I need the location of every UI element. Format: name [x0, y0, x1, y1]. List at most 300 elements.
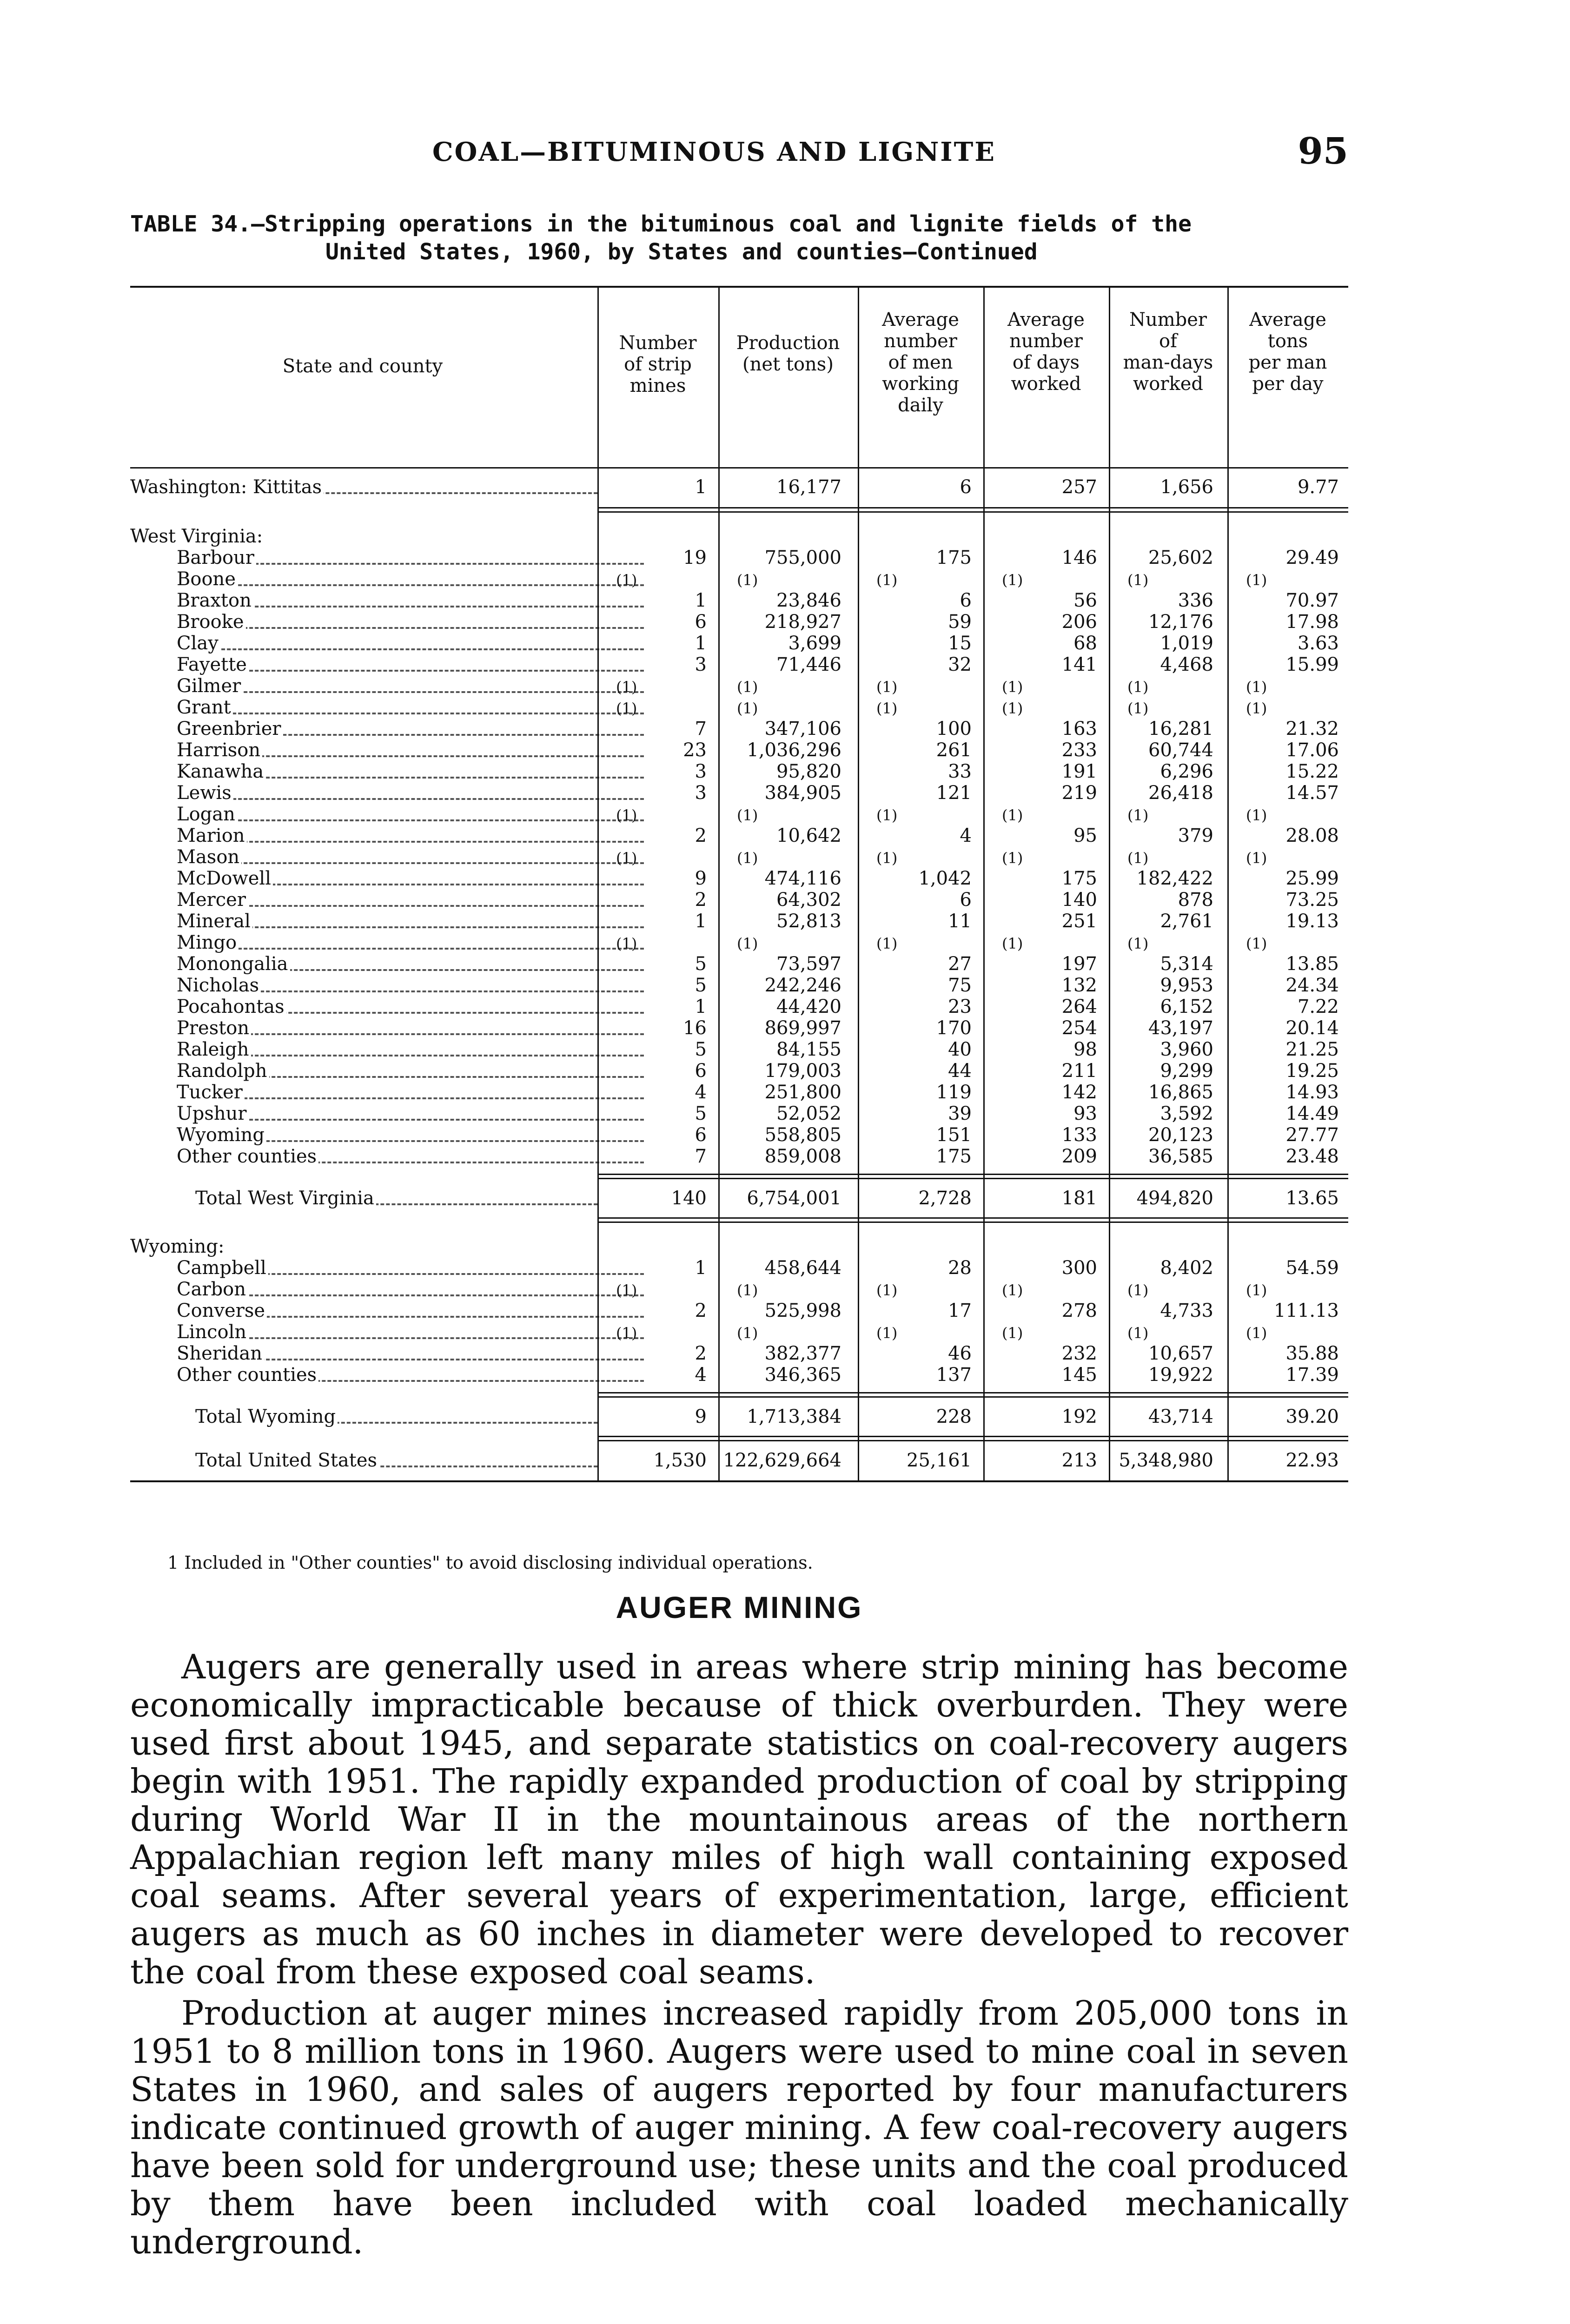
double-rule-b	[597, 511, 1348, 513]
cell-men: (1)	[876, 806, 898, 824]
header-line: tons	[1267, 330, 1308, 352]
total-row	[130, 1406, 1348, 1427]
cell-tons-per-man: 54.59	[1285, 1257, 1339, 1279]
cell-strip-mines: 2	[695, 1343, 707, 1364]
header-line: Average	[1249, 309, 1326, 330]
cell-man-days: 6,152	[1160, 996, 1213, 1017]
column-divider	[597, 288, 599, 1480]
cell-man-days: 16,281	[1148, 718, 1213, 739]
cell-production: 71,446	[776, 654, 841, 675]
row-label: Tucker	[177, 1082, 245, 1103]
double-rule-a	[597, 1217, 1348, 1219]
cell-tons-per-man: 20.14	[1285, 1017, 1339, 1039]
cell-days: 191	[1061, 761, 1097, 782]
cell-production: 122,629,664	[723, 1450, 841, 1471]
header-line: number	[1009, 330, 1083, 352]
header-line: mines	[629, 375, 686, 396]
cell-strip-mines: 1	[695, 996, 707, 1017]
cell-strip-mines: 1	[695, 476, 707, 498]
row-label: Harrison	[177, 739, 262, 761]
cell-production: 44,420	[776, 996, 841, 1017]
row-label: Braxton	[177, 590, 253, 611]
cell-tons-per-man: 13.85	[1285, 953, 1339, 975]
cell-men: 44	[948, 1060, 972, 1082]
cell-days: 211	[1061, 1060, 1097, 1082]
header-line: (net tons)	[742, 354, 834, 375]
cell-strip-mines: 7	[695, 718, 707, 739]
header-men	[858, 309, 983, 416]
cell-days: 251	[1061, 911, 1097, 932]
cell-man-days: 1,656	[1160, 476, 1213, 498]
cell-production: (1)	[737, 849, 758, 867]
column-divider	[1109, 288, 1110, 1480]
cell-tons-per-man: (1)	[1246, 700, 1267, 717]
cell-strip-mines: (1)	[616, 935, 637, 952]
cell-strip-mines: (1)	[616, 1281, 637, 1299]
cell-strip-mines: 3	[695, 761, 707, 782]
leader-dots	[177, 648, 644, 650]
row-label: Randolph	[177, 1060, 269, 1082]
cell-days: 132	[1061, 975, 1097, 996]
cell-days: 206	[1061, 611, 1097, 633]
cell-days: 264	[1061, 996, 1097, 1017]
running-head	[130, 130, 1348, 172]
cell-production: 84,155	[776, 1039, 841, 1060]
cell-men: 100	[936, 718, 972, 739]
cell-strip-mines: 2	[695, 825, 707, 846]
cell-men: (1)	[876, 1324, 898, 1342]
cell-production: 242,246	[764, 975, 841, 996]
cell-strip-mines: 1	[695, 633, 707, 654]
cell-days: 146	[1061, 547, 1097, 568]
cell-days: (1)	[1002, 571, 1023, 589]
header-line: of men	[888, 352, 953, 373]
header-state-county: State and county	[282, 356, 443, 377]
double-rule-a	[597, 507, 1348, 508]
paragraph-text: Production at auger mines increased rapidly from 205,000 tons in 1951 to 8 million tons in 1960. Augers were used to mine coal in seven States in 1960, and sales of augers reported by four manufacturers indicate continued growth of auger mining. A few coal-recovery augers have been sold for underground use; these units and the coal produced by them have been included with coal loaded mechanically underground.	[130, 1994, 1348, 2261]
header-line: Average	[882, 309, 959, 330]
cell-production: 16,177	[776, 476, 841, 498]
cell-men: 27	[948, 953, 972, 975]
cell-tons-per-man: 22.93	[1285, 1450, 1339, 1471]
cell-production: (1)	[737, 700, 758, 717]
table-row	[130, 675, 1348, 697]
cell-man-days: (1)	[1127, 678, 1149, 696]
leader-dots	[177, 948, 644, 950]
cell-man-days: 182,422	[1136, 868, 1213, 889]
cell-men: (1)	[876, 700, 898, 717]
cell-tons-per-man: 35.88	[1285, 1343, 1339, 1364]
cell-men: 2,728	[918, 1188, 972, 1209]
cell-man-days: 60,744	[1148, 739, 1213, 761]
cell-days: 232	[1061, 1343, 1097, 1364]
cell-tons-per-man: (1)	[1246, 935, 1267, 952]
table-row	[130, 804, 1348, 825]
cell-production: 869,997	[764, 1017, 841, 1039]
table-row	[130, 1257, 1348, 1279]
row-label: Nicholas	[177, 975, 261, 996]
row-label: Marion	[177, 825, 247, 846]
cell-strip-mines: (1)	[616, 678, 637, 696]
cell-strip-mines: 6	[695, 1124, 707, 1146]
row-label: Kanawha	[177, 761, 265, 782]
cell-men: 59	[948, 611, 972, 633]
cell-men: 40	[948, 1039, 972, 1060]
cell-days: (1)	[1002, 806, 1023, 824]
cell-production: 52,052	[776, 1103, 841, 1124]
cell-production: (1)	[737, 678, 758, 696]
total-row	[130, 1450, 1348, 1471]
cell-men: 25,161	[907, 1450, 972, 1471]
table-row	[130, 654, 1348, 675]
cell-men: 39	[948, 1103, 972, 1124]
table-row	[130, 1124, 1348, 1146]
cell-production: 218,927	[764, 611, 841, 633]
cell-man-days: (1)	[1127, 571, 1149, 589]
cell-men: 75	[948, 975, 972, 996]
row-label: Mingo	[177, 932, 238, 953]
leader-dots	[177, 1097, 644, 1099]
cell-production: (1)	[737, 935, 758, 952]
cell-production: 6,754,001	[747, 1188, 841, 1209]
cell-tons-per-man: 14.57	[1285, 782, 1339, 804]
cell-tons-per-man: 14.49	[1285, 1103, 1339, 1124]
cell-tons-per-man: 24.34	[1285, 975, 1339, 996]
cell-strip-mines: 3	[695, 782, 707, 804]
cell-days: (1)	[1002, 700, 1023, 717]
table-caption	[130, 210, 1348, 266]
body-paragraph-1	[130, 1648, 1348, 1991]
table-row	[130, 1082, 1348, 1103]
cell-days: 219	[1061, 782, 1097, 804]
group-heading: West Virginia:	[130, 526, 263, 547]
cell-strip-mines: 140	[671, 1188, 707, 1209]
cell-strip-mines: 4	[695, 1364, 707, 1386]
cell-strip-mines: 6	[695, 611, 707, 633]
table-row	[130, 868, 1348, 889]
cell-men: 6	[960, 476, 972, 498]
cell-strip-mines: 9	[695, 1406, 707, 1427]
double-rule-b	[597, 1396, 1348, 1398]
cell-men: 119	[936, 1082, 972, 1103]
table-row	[130, 1321, 1348, 1343]
row-label: Boone	[177, 568, 238, 590]
cell-strip-mines: 3	[695, 654, 707, 675]
cell-strip-mines: 23	[683, 739, 707, 761]
table-row	[130, 1103, 1348, 1124]
cell-man-days: 5,348,980	[1119, 1450, 1213, 1471]
header-line: worked	[1011, 373, 1081, 395]
table-bottom-rule	[130, 1480, 1348, 1482]
cell-production: (1)	[737, 1281, 758, 1299]
cell-men: 32	[948, 654, 972, 675]
cell-men: 15	[948, 633, 972, 654]
row-label: Other counties	[177, 1146, 318, 1167]
cell-tons-per-man: 70.97	[1285, 590, 1339, 611]
cell-days: 68	[1073, 633, 1097, 654]
cell-days: 98	[1073, 1039, 1097, 1060]
row-label: Monongalia	[177, 953, 290, 975]
cell-days: (1)	[1002, 678, 1023, 696]
row-label: Brooke	[177, 611, 246, 633]
cell-tons-per-man: 27.77	[1285, 1124, 1339, 1146]
table-row	[130, 476, 1348, 498]
cell-tons-per-man: 3.63	[1297, 633, 1339, 654]
row-label: Washington: Kittitas	[130, 476, 324, 498]
row-label: Upshur	[177, 1103, 249, 1124]
table-row	[130, 761, 1348, 782]
cell-days: 93	[1073, 1103, 1097, 1124]
group-heading: Wyoming:	[130, 1236, 225, 1257]
header-line: number	[884, 330, 957, 352]
row-label: Barbour	[177, 547, 256, 568]
cell-man-days: 26,418	[1148, 782, 1213, 804]
cell-strip-mines: (1)	[616, 571, 637, 589]
cell-strip-mines: 1	[695, 590, 707, 611]
table-row	[130, 996, 1348, 1017]
header-days	[983, 309, 1109, 395]
cell-men: 151	[936, 1124, 972, 1146]
cell-production: (1)	[737, 806, 758, 824]
header-strip-mines	[597, 332, 718, 396]
cell-production: 755,000	[764, 547, 841, 568]
table-row	[130, 718, 1348, 739]
row-label: Preston	[177, 1017, 251, 1039]
cell-man-days: 9,299	[1160, 1060, 1213, 1082]
cell-men: 170	[936, 1017, 972, 1039]
cell-production: 23,846	[776, 590, 841, 611]
cell-production: 458,644	[764, 1257, 841, 1279]
row-label: Fayette	[177, 654, 249, 675]
cell-man-days: 19,922	[1148, 1364, 1213, 1386]
cell-tons-per-man: 23.48	[1285, 1146, 1339, 1167]
header-line: per day	[1252, 373, 1324, 395]
cell-production: 64,302	[776, 889, 841, 911]
cell-men: 6	[960, 590, 972, 611]
cell-men: (1)	[876, 1281, 898, 1299]
cell-men: 23	[948, 996, 972, 1017]
cell-men: 6	[960, 889, 972, 911]
double-rule-a	[597, 1174, 1348, 1175]
cell-man-days: 3,592	[1160, 1103, 1213, 1124]
table-row	[130, 889, 1348, 911]
leader-dots	[177, 819, 644, 821]
row-label: McDowell	[177, 868, 273, 889]
header-production	[718, 332, 858, 375]
table-row	[130, 1017, 1348, 1039]
cell-man-days: (1)	[1127, 1281, 1149, 1299]
cell-days: 145	[1061, 1364, 1097, 1386]
table-row	[130, 547, 1348, 568]
row-label: Carbon	[177, 1279, 248, 1300]
row-label: Converse	[177, 1300, 267, 1321]
header-line: of strip	[624, 354, 692, 375]
cell-production: 558,805	[764, 1124, 841, 1146]
cell-tons-per-man: 7.22	[1297, 996, 1339, 1017]
leader-dots	[177, 627, 644, 629]
cell-production: 346,365	[764, 1364, 841, 1386]
cell-days: (1)	[1002, 849, 1023, 867]
row-label: Mason	[177, 846, 241, 868]
cell-strip-mines: 9	[695, 868, 707, 889]
cell-production: 347,106	[764, 718, 841, 739]
table-row	[130, 1364, 1348, 1386]
cell-days: 254	[1061, 1017, 1097, 1039]
cell-tons-per-man: 15.22	[1285, 761, 1339, 782]
cell-man-days: (1)	[1127, 1324, 1149, 1342]
cell-tons-per-man: (1)	[1246, 1324, 1267, 1342]
table-row	[130, 932, 1348, 953]
cell-days: 56	[1073, 590, 1097, 611]
cell-tons-per-man: 73.25	[1285, 889, 1339, 911]
cell-man-days: 43,714	[1148, 1406, 1213, 1427]
cell-days: (1)	[1002, 1281, 1023, 1299]
cell-man-days: 20,123	[1148, 1124, 1213, 1146]
table-row	[130, 1300, 1348, 1321]
table-row	[130, 825, 1348, 846]
cell-strip-mines: 5	[695, 1103, 707, 1124]
cell-man-days: 336	[1178, 590, 1213, 611]
cell-days: 300	[1061, 1257, 1097, 1279]
cell-strip-mines: 2	[695, 1300, 707, 1321]
cell-strip-mines: (1)	[616, 1324, 637, 1342]
table-caption-line-2: United States, 1960, by States and counties—Continued	[325, 239, 1038, 265]
header-line: daily	[898, 395, 943, 416]
row-label: Campbell	[177, 1257, 268, 1279]
leader-dots	[177, 691, 644, 693]
table-row	[130, 697, 1348, 718]
table-row	[130, 911, 1348, 932]
header-bottom-rule	[130, 467, 1348, 469]
cell-tons-per-man: 28.08	[1285, 825, 1339, 846]
table-row	[130, 975, 1348, 996]
cell-strip-mines: 19	[683, 547, 707, 568]
row-label: Raleigh	[177, 1039, 251, 1060]
cell-men: 228	[936, 1406, 972, 1427]
cell-tons-per-man: 21.32	[1285, 718, 1339, 739]
table-row	[130, 1343, 1348, 1364]
table-row	[130, 611, 1348, 633]
table-row	[130, 739, 1348, 761]
cell-production: 859,008	[764, 1146, 841, 1167]
cell-days: (1)	[1002, 935, 1023, 952]
cell-production: 251,800	[764, 1082, 841, 1103]
leader-dots	[177, 584, 644, 586]
cell-tons-per-man: 19.13	[1285, 911, 1339, 932]
row-label: Wyoming	[177, 1124, 266, 1146]
cell-tons-per-man: 19.25	[1285, 1060, 1339, 1082]
cell-man-days: (1)	[1127, 806, 1149, 824]
cell-tons-per-man: 21.25	[1285, 1039, 1339, 1060]
cell-production: 1,036,296	[747, 739, 841, 761]
cell-man-days: 6,296	[1160, 761, 1213, 782]
double-rule-a	[597, 1392, 1348, 1393]
row-label: Mercer	[177, 889, 248, 911]
double-rule-b	[597, 1221, 1348, 1223]
double-rule-a	[597, 1436, 1348, 1437]
cell-men: 4	[960, 825, 972, 846]
row-label: Total Wyoming	[195, 1406, 338, 1427]
cell-man-days: 16,865	[1148, 1082, 1213, 1103]
cell-men: (1)	[876, 849, 898, 867]
header-tons-per-man	[1227, 309, 1348, 395]
cell-tons-per-man: 9.77	[1297, 476, 1339, 498]
cell-men: (1)	[876, 571, 898, 589]
leader-dots	[177, 713, 644, 714]
cell-strip-mines: (1)	[616, 806, 637, 824]
total-row	[130, 1188, 1348, 1209]
row-label: Gilmer	[177, 675, 243, 697]
cell-man-days: 10,657	[1148, 1343, 1213, 1364]
cell-production: 73,597	[776, 953, 841, 975]
table-row	[130, 1039, 1348, 1060]
header-line: Number	[619, 332, 697, 354]
row-label: Lewis	[177, 782, 233, 804]
cell-men: 28	[948, 1257, 972, 1279]
cell-strip-mines: 7	[695, 1146, 707, 1167]
cell-tons-per-man: 111.13	[1274, 1300, 1339, 1321]
row-label: Total West Virginia	[195, 1188, 376, 1209]
table-row	[130, 846, 1348, 868]
cell-production: 52,813	[776, 911, 841, 932]
running-head-title: COAL—BITUMINOUS AND LIGNITE	[432, 137, 996, 167]
row-label: Mineral	[177, 911, 252, 932]
column-divider	[1227, 288, 1229, 1480]
cell-tons-per-man: 17.98	[1285, 611, 1339, 633]
cell-production: (1)	[737, 571, 758, 589]
row-label: Greenbrier	[177, 718, 283, 739]
cell-man-days: 3,960	[1160, 1039, 1213, 1060]
cell-strip-mines: 1	[695, 1257, 707, 1279]
cell-men: 17	[948, 1300, 972, 1321]
header-line: man-days	[1123, 352, 1213, 373]
cell-tons-per-man: (1)	[1246, 678, 1267, 696]
table-top-rule	[130, 286, 1348, 288]
cell-production: 474,116	[764, 868, 841, 889]
body-paragraph-2	[130, 1994, 1348, 2261]
header-line: per man	[1248, 352, 1327, 373]
cell-men: (1)	[876, 935, 898, 952]
leader-dots	[177, 862, 644, 864]
cell-man-days: 878	[1178, 889, 1213, 911]
cell-man-days: 4,733	[1160, 1300, 1213, 1321]
table-row	[130, 590, 1348, 611]
cell-production: 1,713,384	[747, 1406, 841, 1427]
page-number: 95	[1298, 130, 1348, 172]
cell-days: 163	[1061, 718, 1097, 739]
row-label: Pocahontas	[177, 996, 286, 1017]
cell-man-days: 4,468	[1160, 654, 1213, 675]
column-divider	[983, 288, 985, 1480]
header-line: working	[882, 373, 959, 395]
table-row	[130, 1146, 1348, 1167]
cell-men: 261	[936, 739, 972, 761]
table-row	[130, 568, 1348, 590]
row-label: Logan	[177, 804, 237, 825]
cell-men: 33	[948, 761, 972, 782]
cell-tons-per-man: 29.49	[1285, 547, 1339, 568]
cell-production: 179,003	[764, 1060, 841, 1082]
table-row	[130, 782, 1348, 804]
cell-tons-per-man: (1)	[1246, 806, 1267, 824]
cell-man-days: 8,402	[1160, 1257, 1213, 1279]
table-row	[130, 1279, 1348, 1300]
cell-man-days: 36,585	[1148, 1146, 1213, 1167]
cell-man-days: 12,176	[1148, 611, 1213, 633]
header-line: Production	[736, 332, 840, 354]
cell-production: 10,642	[776, 825, 841, 846]
cell-strip-mines: 5	[695, 1039, 707, 1060]
